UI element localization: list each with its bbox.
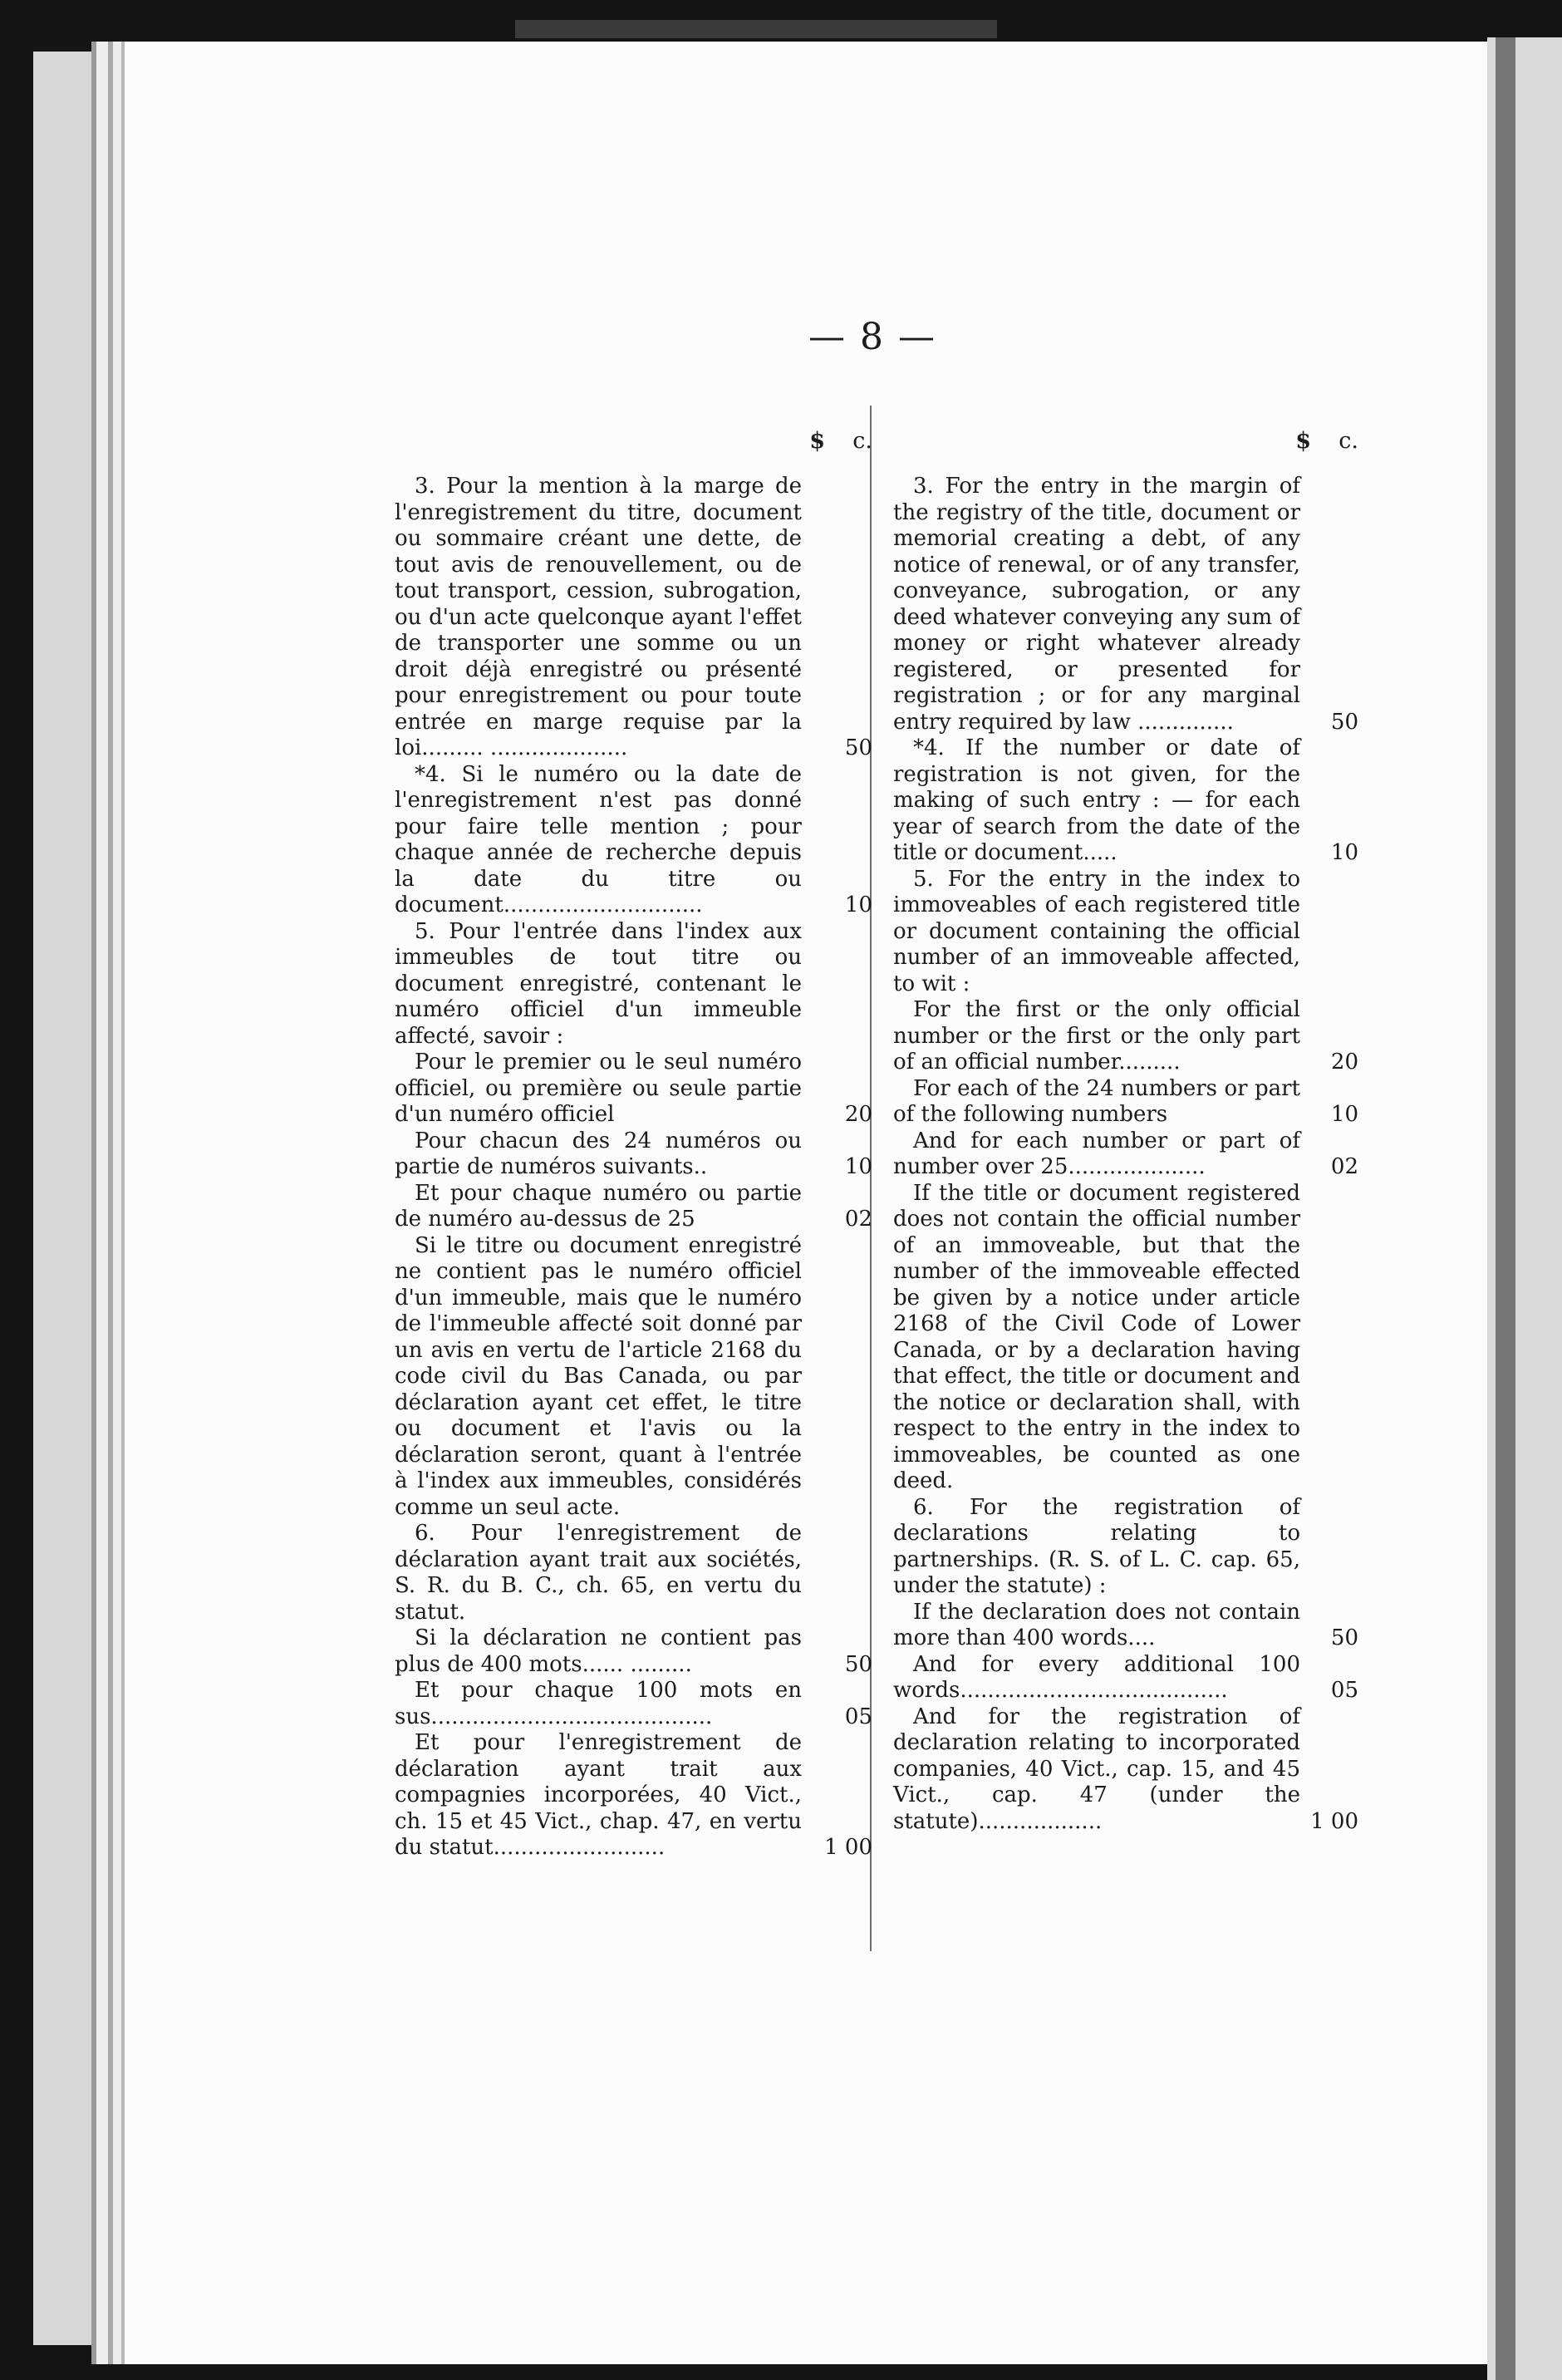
fee-entry bbox=[395, 1181, 872, 1233]
fee-entry bbox=[395, 1050, 872, 1129]
fee-description: 3. Pour la mention à la marge de l'enregistrement du titre, document ou sommaire créant une dette, de tout avis de renouvellement, ou de tout transport, cession, subrogation, ou d'un acte quelconque ayant l'effet de transporter une somme ou un droit déjà enregistré ou présenté pour enregistrement ou pour toute entrée en marge requise par la loi......... .................... bbox=[395, 474, 802, 760]
fee-entry bbox=[893, 1704, 1358, 1836]
facing-page-edge bbox=[1487, 37, 1562, 2380]
fee-description: 5. Pour l'entrée dans l'index aux immeubles de tout titre ou document enregistré, contenant le numéro officiel d'un immeuble affecté, savoir : bbox=[395, 918, 802, 1049]
fee-description: For the first or the only official number or the first or the only part of an official number......... bbox=[893, 997, 1300, 1074]
fee-entry bbox=[395, 1730, 872, 1861]
cents-header: c. bbox=[1339, 428, 1358, 454]
fee-amount: 1 00 bbox=[1310, 1808, 1358, 1834]
fee-entry bbox=[395, 474, 872, 762]
fee-description: And for every additional 100 words....................................... bbox=[893, 1651, 1300, 1703]
fee-entry bbox=[893, 867, 1358, 998]
fee-entry bbox=[893, 1600, 1358, 1652]
fee-description: Et pour l'enregistrement de déclaration ayant trait aux compagnies incorporées, 40 Vict., ch. 15 et 45 Vict., chap. 47, en vertu du statut......................... bbox=[395, 1730, 802, 1860]
fee-description: 6. For the registration of declarations relating to partnerships. (R. S. of L. C. cap. 65, under the statute) : bbox=[893, 1494, 1300, 1598]
fee-amount: 20 bbox=[1330, 1050, 1358, 1074]
fee-description: Pour chacun des 24 numéros ou partie de numéros suivants.. bbox=[395, 1128, 802, 1179]
fee-entry bbox=[395, 919, 872, 1050]
fee-amount: 02 bbox=[1330, 1154, 1358, 1179]
fee-entry bbox=[893, 997, 1358, 1076]
fee-amount: 10 bbox=[844, 1154, 872, 1179]
fee-description: 3. For the entry in the margin of the registry of the title, document or memorial creating a debt, of any notice of renewal, or of any transfer, conveyance, subrogation, or any deed whatever conveying any sum of money or right whatever already registered, or presented for registration ; or for any marginal entry required by law .............. bbox=[893, 474, 1300, 735]
fee-amount: 50 bbox=[844, 735, 872, 760]
dollar-header: $ bbox=[809, 428, 825, 454]
cents-header: c. bbox=[852, 428, 872, 454]
french-entries bbox=[395, 474, 872, 1861]
fee-amount: 1 00 bbox=[824, 1835, 872, 1860]
currency-header bbox=[893, 428, 1358, 474]
fee-description: Si la déclaration ne contient pas plus de 400 mots...... ......... bbox=[395, 1625, 802, 1677]
fee-amount: 10 bbox=[1330, 1102, 1358, 1127]
fee-description: 5. For the entry in the index to immoveables of each registered title or document containing the official number of an immoveable affected, to wit : bbox=[893, 866, 1300, 996]
binding-shadow bbox=[515, 20, 997, 38]
fee-description: If the title or document registered does not contain the official number of an immoveable, but that the number of the immoveable effected be given by a notice under article 2168 of the Civil Code of Lower Canada, or by a declaration having that effect, the title or document and the notice or declaration shall, with respect to the entry in the index to immoveables, be counted as one deed. bbox=[893, 1180, 1300, 1493]
fee-entry bbox=[395, 762, 872, 919]
fee-description: If the declaration does not contain more than 400 words.... bbox=[893, 1599, 1300, 1650]
fee-description: Et pour chaque numéro ou partie de numéro au-dessus de 25 bbox=[395, 1180, 802, 1232]
fee-description: Si le titre ou document enregistré ne contient pas le numéro officiel d'un immeuble, mais que le numéro de l'immeuble affecté soit donné par un avis en vertu de l'article 2168 du code civil du Bas Canada, ou par déclaration ayant cet effet, le titre ou document et l'avis ou la déclaration seront, quant à l'entrée à l'index aux immeubles, considérés comme un seul acte. bbox=[395, 1232, 802, 1520]
fee-description: *4. Si le numéro ou la date de l'enregistrement n'est pas donné pour faire telle mention ; pour chaque année de recherche depuis la date du titre ou document............................. bbox=[395, 761, 802, 917]
fee-amount: 20 bbox=[844, 1102, 872, 1127]
fee-entry bbox=[395, 1678, 872, 1730]
fee-entry bbox=[893, 1652, 1358, 1704]
fee-amount: 05 bbox=[844, 1704, 872, 1729]
fee-entry bbox=[893, 1495, 1358, 1600]
english-column bbox=[893, 428, 1358, 1835]
fee-description: For each of the 24 numbers or part of the following numbers bbox=[893, 1075, 1300, 1127]
fee-entry bbox=[395, 1521, 872, 1625]
currency-header bbox=[395, 428, 872, 474]
fee-description: Et pour chaque 100 mots en sus......................................... bbox=[395, 1678, 802, 1729]
french-column bbox=[395, 428, 872, 1861]
fee-description: And for each number or part of number over 25.................... bbox=[893, 1128, 1300, 1179]
fee-description: Pour le premier ou le seul numéro officiel, ou première ou seule partie d'un numéro officiel bbox=[395, 1050, 802, 1127]
fee-entry bbox=[893, 1181, 1358, 1495]
fee-amount: 02 bbox=[844, 1207, 872, 1232]
fee-amount: 10 bbox=[1330, 840, 1358, 865]
fee-entry bbox=[893, 1076, 1358, 1129]
fee-amount: 05 bbox=[1330, 1678, 1358, 1703]
fee-description: *4. If the number or date of registration is not given, for the making of such entry : — for each year of search from the date of the title or document..... bbox=[893, 735, 1300, 865]
fee-entry bbox=[395, 1625, 872, 1678]
fee-amount: 10 bbox=[844, 893, 872, 917]
fee-amount: 50 bbox=[1330, 709, 1358, 735]
fee-amount: 50 bbox=[844, 1651, 872, 1677]
fee-description: 6. Pour l'enregistrement de déclaration ayant trait aux sociétés, S. R. du B. C., ch. 65, en vertu du statut. bbox=[395, 1521, 802, 1625]
page-number: — 8 — bbox=[808, 316, 936, 358]
fee-entry bbox=[893, 474, 1358, 735]
fee-entry bbox=[893, 1129, 1358, 1181]
fee-entry bbox=[395, 1129, 872, 1181]
english-entries bbox=[893, 474, 1358, 1835]
fee-entry bbox=[893, 735, 1358, 867]
fee-amount: 50 bbox=[1330, 1625, 1358, 1650]
fee-entry bbox=[395, 1233, 872, 1522]
dollar-header: $ bbox=[1295, 428, 1311, 454]
fee-description: And for the registration of declaration relating to incorporated companies, 40 Vict., cap. 15, and 45 Vict., cap. 47 (under the statute).................. bbox=[893, 1704, 1300, 1834]
